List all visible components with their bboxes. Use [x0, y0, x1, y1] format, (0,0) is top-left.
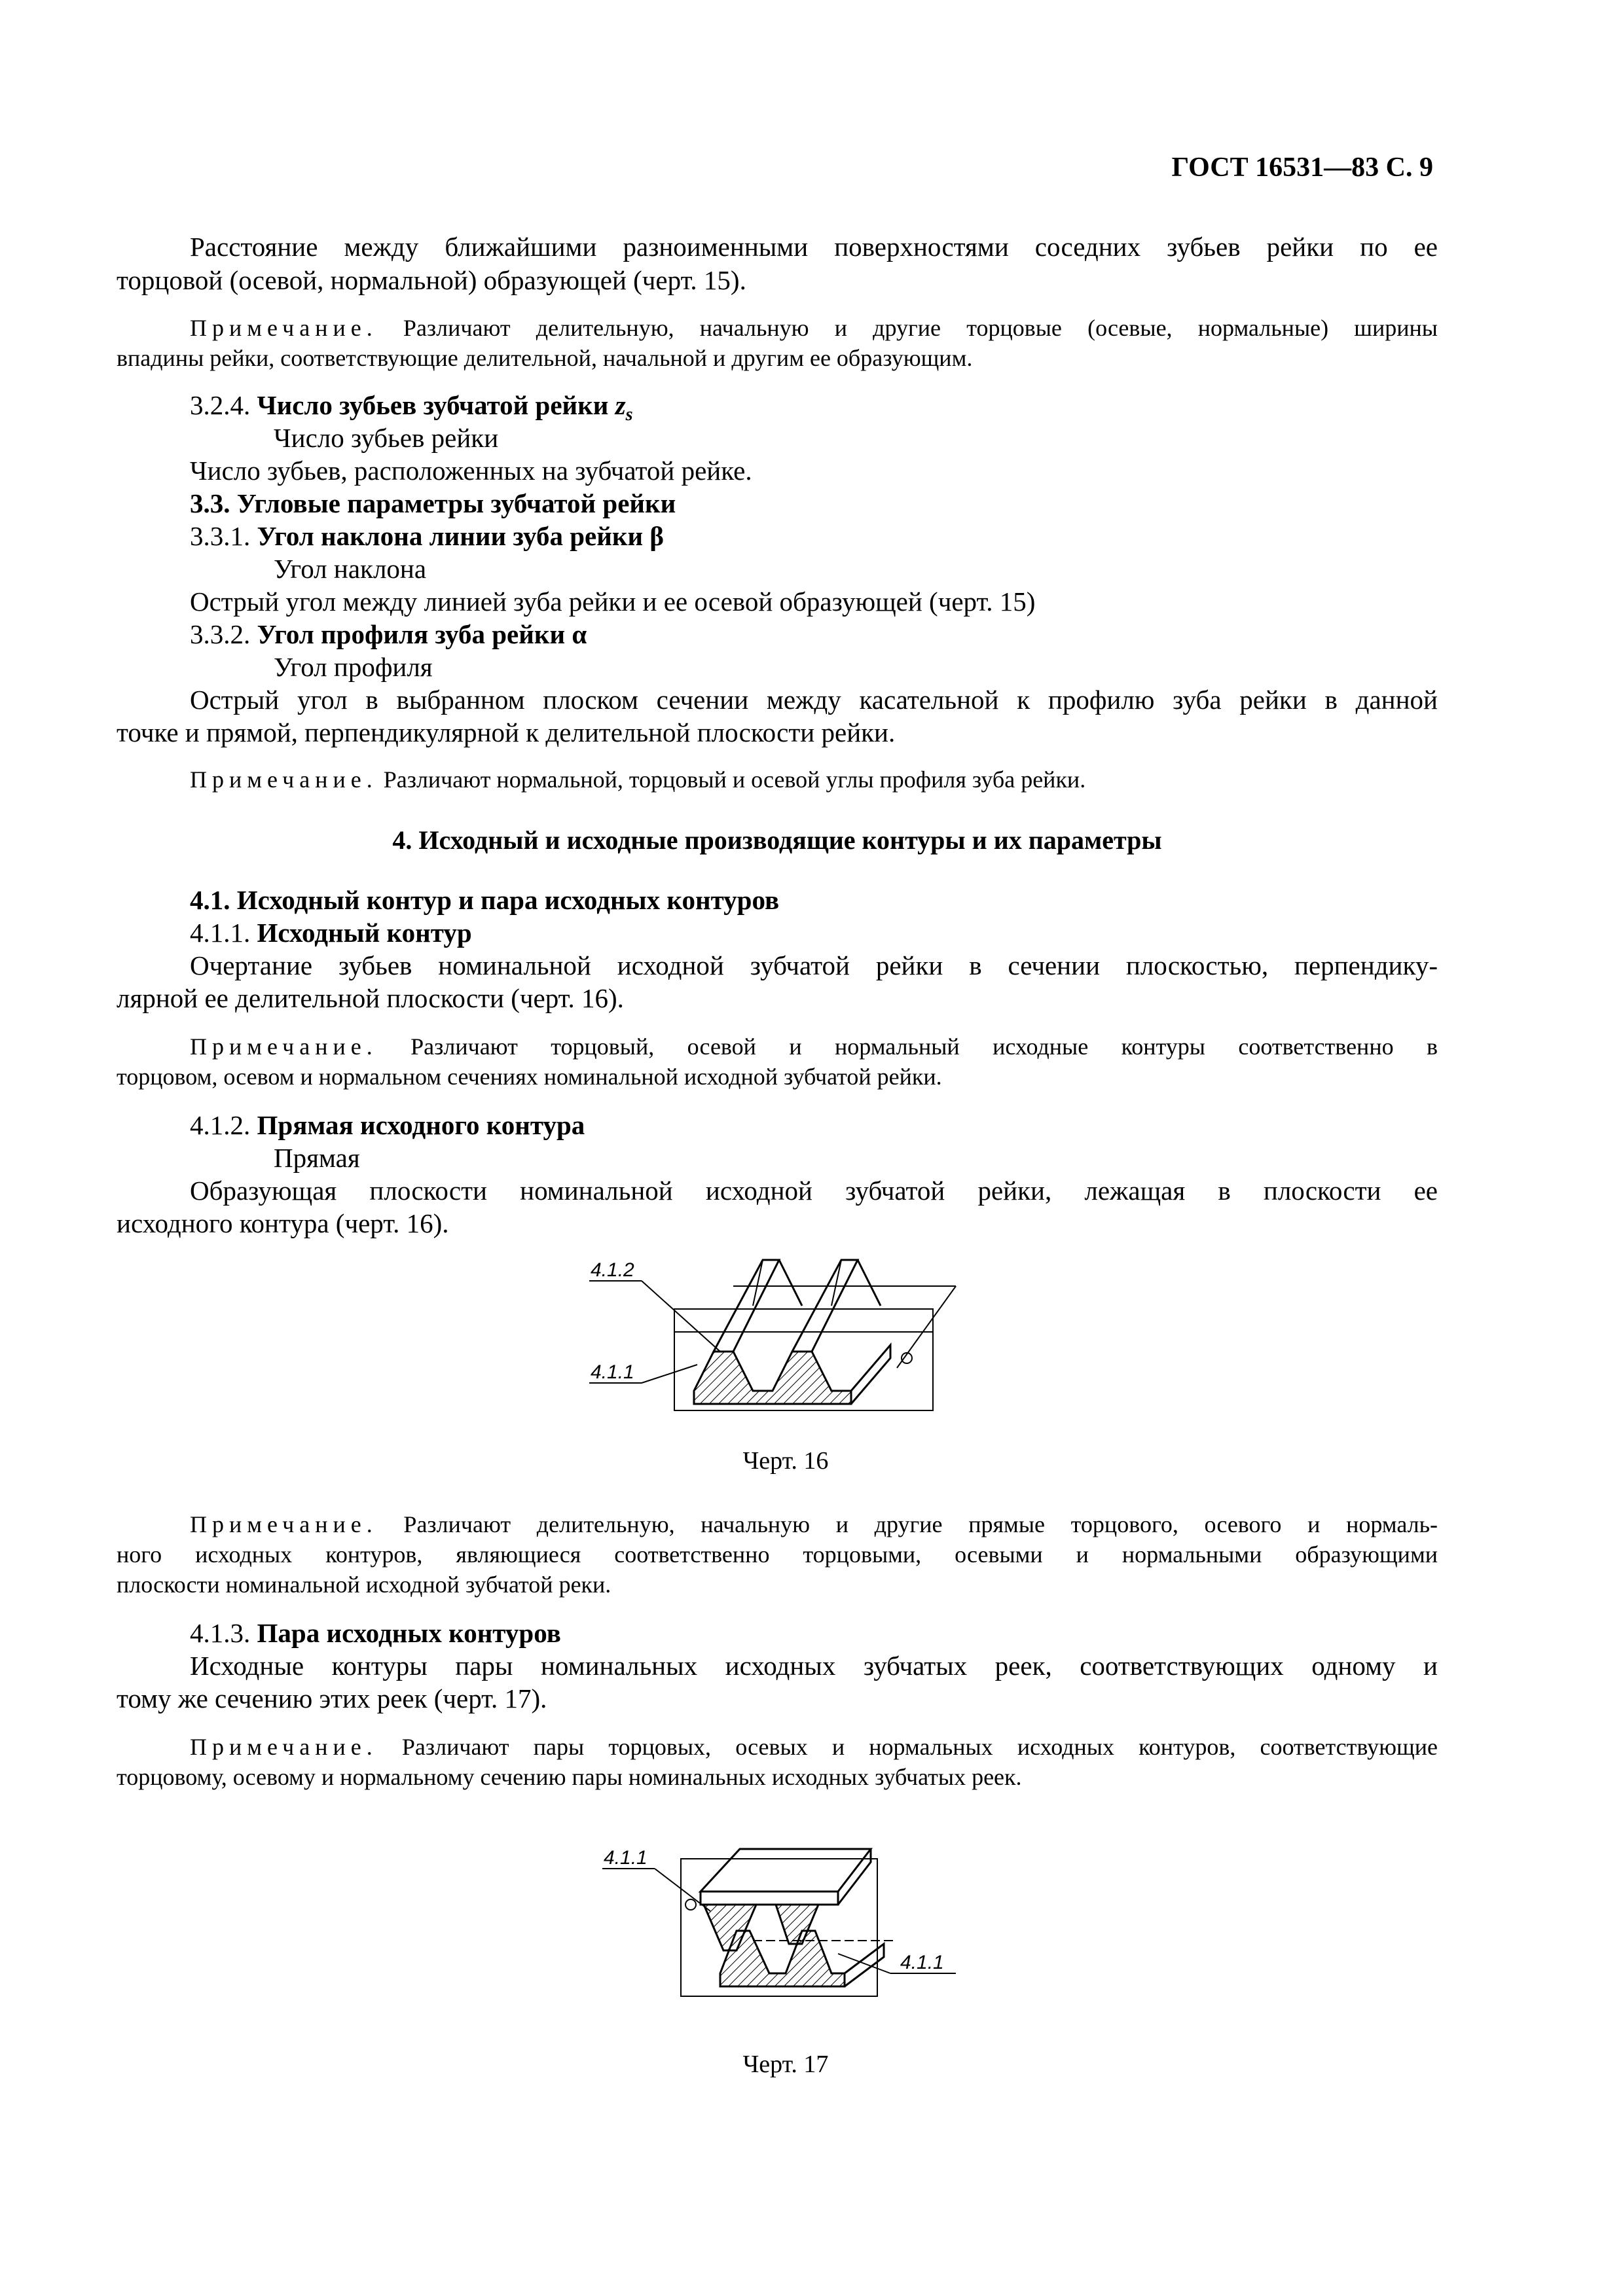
subsection-title: Угловые параметры зубчатой рейки [236, 488, 676, 518]
term-definition-line-2: исходного контура (черт. 16). [117, 1208, 449, 1238]
note-3-line-2: торцовом, осевом и нормальном сечениях номинальной исходной зубчатой рейки. [117, 1064, 942, 1090]
subsection-4-1 [190, 884, 779, 917]
term-4-1-1 [190, 916, 472, 950]
note-3-line-1 [190, 1031, 1438, 1062]
note-text: Различают торцовый, осевой и нормальный исходные контуры соответственно в [377, 1033, 1438, 1060]
term-definition-line-1: Острый угол в выбранном плоском сечении между касательной к профилю зуба рейки в данной [190, 685, 1438, 715]
note-5-line-1 [190, 1732, 1438, 1762]
term-number: 4.1.1. [190, 918, 251, 948]
term-short-name: Угол профиля [274, 652, 433, 682]
term-title: Пара исходных контуров [257, 1618, 561, 1648]
figure-17-rack-pair-drawing [589, 1820, 969, 2016]
page-header: ГОСТ 16531—83 С. 9 [1171, 152, 1433, 183]
term-definition-line-2: точке и прямой, перпендикулярной к делительной плоскости рейки. [117, 717, 896, 747]
term-title: Прямая исходного контура [257, 1110, 585, 1140]
figure-16-rack-drawing [576, 1240, 982, 1430]
term-number: 3.2.4. [190, 390, 251, 420]
term-4-1-3 [190, 1617, 561, 1650]
note-4-line-3: плоскости номинальной исходной зубчатой реки. [117, 1571, 611, 1598]
term-definition-line-1: Исходные контуры пары номинальных исходных зубчатых реек, соответствующих одному и [190, 1651, 1438, 1681]
term-title: Исходный контур [257, 918, 472, 948]
figure-16-label-4-1-1: 4.1.1 [591, 1361, 634, 1383]
term-short-name: Прямая [274, 1143, 360, 1173]
note-label: Примечание. [190, 1511, 378, 1537]
term-number: 3.3.1. [190, 521, 251, 551]
term-title: Угол профиля зуба рейки α [257, 619, 587, 649]
note-label: Примечание. [190, 1734, 378, 1760]
section-4-heading: 4. Исходный и исходные производящие контуры и их параметры [392, 825, 1162, 855]
term-short-name: Угол наклона [274, 554, 427, 584]
note-text: Различают нормальной, торцовый и осевой углы профиля зуба рейки. [377, 766, 1086, 793]
term-number: 4.1.3. [190, 1618, 251, 1648]
term-definition: Острый угол между линией зуба рейки и ее осевой образующей (черт. 15) [190, 586, 1036, 617]
term-symbol-subscript: s [625, 404, 633, 425]
figure-16-caption: Черт. 16 [742, 1447, 829, 1475]
term-definition-line-2: лярной ее делительной плоскости (черт. 16). [117, 983, 624, 1013]
note-2 [190, 764, 1085, 795]
subsection-3-3 [190, 487, 676, 520]
note-4-line-2: ного исходных контуров, являющиеся соответственно торцовыми, осевыми и нормальными образующими [117, 1541, 1438, 1568]
note-1-line-1 [190, 313, 1438, 343]
figure-16-label-4-1-2: 4.1.2 [591, 1259, 634, 1281]
intro-line-2: торцовой (осевой, нормальной) образующей (черт. 15). [117, 265, 746, 295]
term-definition: Число зубьев, расположенных на зубчатой рейке. [190, 456, 752, 486]
note-4-line-1 [190, 1509, 1438, 1539]
figure-17-caption: Черт. 17 [742, 2051, 829, 2078]
subsection-number: 3.3. [190, 488, 230, 518]
note-text: Различают пары торцовых, осевых и нормальных исходных контуров, соответствующие [377, 1734, 1438, 1760]
note-label: Примечание. [190, 1033, 378, 1060]
term-number: 3.3.2. [190, 619, 251, 649]
term-4-1-2 [190, 1109, 585, 1142]
term-symbol: z [615, 390, 626, 420]
figure-17-label-lower: 4.1.1 [900, 1952, 944, 1973]
term-number: 4.1.2. [190, 1110, 251, 1140]
term-definition-line-1: Очертание зубьев номинальной исходной зубчатой рейки в сечении плоскостью, перпендику- [190, 950, 1438, 980]
note-text: Различают делительную, начальную и другие торцовые (осевые, нормальные) ширины [377, 315, 1438, 341]
term-3-3-1 [190, 520, 664, 553]
term-title: Число зубьев зубчатой рейки [257, 390, 609, 420]
note-5-line-2: торцовому, осевому и нормальному сечению пары номинальных исходных зубчатых реек. [117, 1764, 1022, 1790]
subsection-number: 4.1. [190, 885, 230, 915]
note-1-line-2: впадины рейки, соответствующие делительной, начальной и другим ее образующим. [117, 345, 973, 371]
term-definition-line-2: тому же сечению этих реек (черт. 17). [117, 1683, 547, 1713]
intro-line-1: Расстояние между ближайшими разноименными поверхностями соседних зубьев рейки по ее [190, 232, 1438, 262]
note-label: Примечание. [190, 315, 378, 341]
figure-17-label-upper: 4.1.1 [604, 1847, 647, 1869]
term-definition-line-1: Образующая плоскости номинальной исходной зубчатой рейки, лежащая в плоскости ее [190, 1175, 1438, 1206]
term-short-name: Число зубьев рейки [274, 423, 499, 453]
term-title: Угол наклона линии зуба рейки β [257, 521, 664, 551]
subsection-title: Исходный контур и пара исходных контуров [236, 885, 780, 915]
note-text: Различают делительную, начальную и другие прямые торцового, осевого и нормаль- [377, 1511, 1438, 1537]
term-3-3-2 [190, 618, 587, 651]
note-label: Примечание. [190, 766, 378, 793]
